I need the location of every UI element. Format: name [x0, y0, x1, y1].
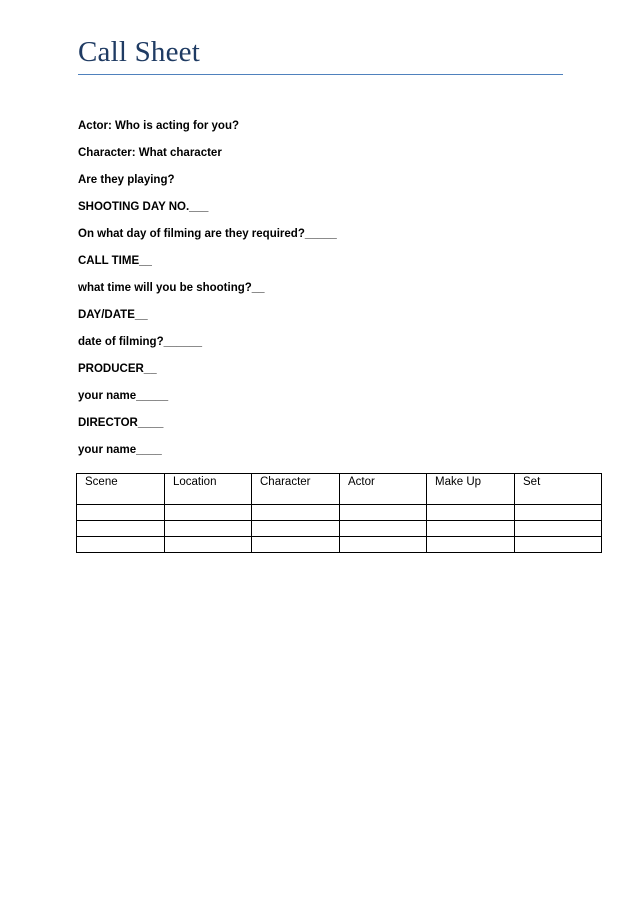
table-row — [77, 505, 602, 521]
field-playing: Are they playing? — [78, 174, 175, 186]
column-header-character: Character — [252, 474, 340, 505]
table-cell — [515, 537, 602, 553]
table-cell — [252, 537, 340, 553]
column-header-location: Location — [165, 474, 252, 505]
table-cell — [165, 505, 252, 521]
table-cell — [515, 521, 602, 537]
field-shooting-time: what time will you be shooting?__ — [78, 282, 265, 294]
table-cell — [165, 537, 252, 553]
field-day-required: On what day of filming are they required?_____ — [78, 228, 337, 240]
table-cell — [252, 505, 340, 521]
table-cell — [77, 537, 165, 553]
field-producer: PRODUCER__ — [78, 363, 157, 375]
column-header-scene: Scene — [77, 474, 165, 505]
table-cell — [340, 521, 427, 537]
schedule-table — [76, 473, 602, 553]
field-producer-name: your name_____ — [78, 390, 169, 402]
table-cell — [515, 505, 602, 521]
field-director-name: your name____ — [78, 444, 162, 456]
table-header-row — [77, 474, 602, 505]
field-filming-date: date of filming?______ — [78, 336, 202, 348]
table-cell — [340, 505, 427, 521]
field-shooting-day: SHOOTING DAY NO.___ — [78, 201, 209, 213]
field-day-date: DAY/DATE__ — [78, 309, 148, 321]
table-cell — [77, 505, 165, 521]
table-cell — [427, 537, 515, 553]
field-actor: Actor: Who is acting for you? — [78, 120, 239, 132]
column-header-set: Set — [515, 474, 602, 505]
table-cell — [427, 521, 515, 537]
table-cell — [165, 521, 252, 537]
field-director: DIRECTOR____ — [78, 417, 164, 429]
table-cell — [252, 521, 340, 537]
table-row — [77, 521, 602, 537]
field-call-time: CALL TIME__ — [78, 255, 152, 267]
field-character: Character: What character — [78, 147, 222, 159]
table-row — [77, 537, 602, 553]
table-cell — [77, 521, 165, 537]
table-cell — [427, 505, 515, 521]
column-header-actor: Actor — [340, 474, 427, 505]
call-sheet-fields — [78, 118, 578, 469]
column-header-make-up: Make Up — [427, 474, 515, 505]
title-divider — [78, 74, 563, 75]
table-cell — [340, 537, 427, 553]
page-title: Call Sheet — [78, 36, 201, 68]
